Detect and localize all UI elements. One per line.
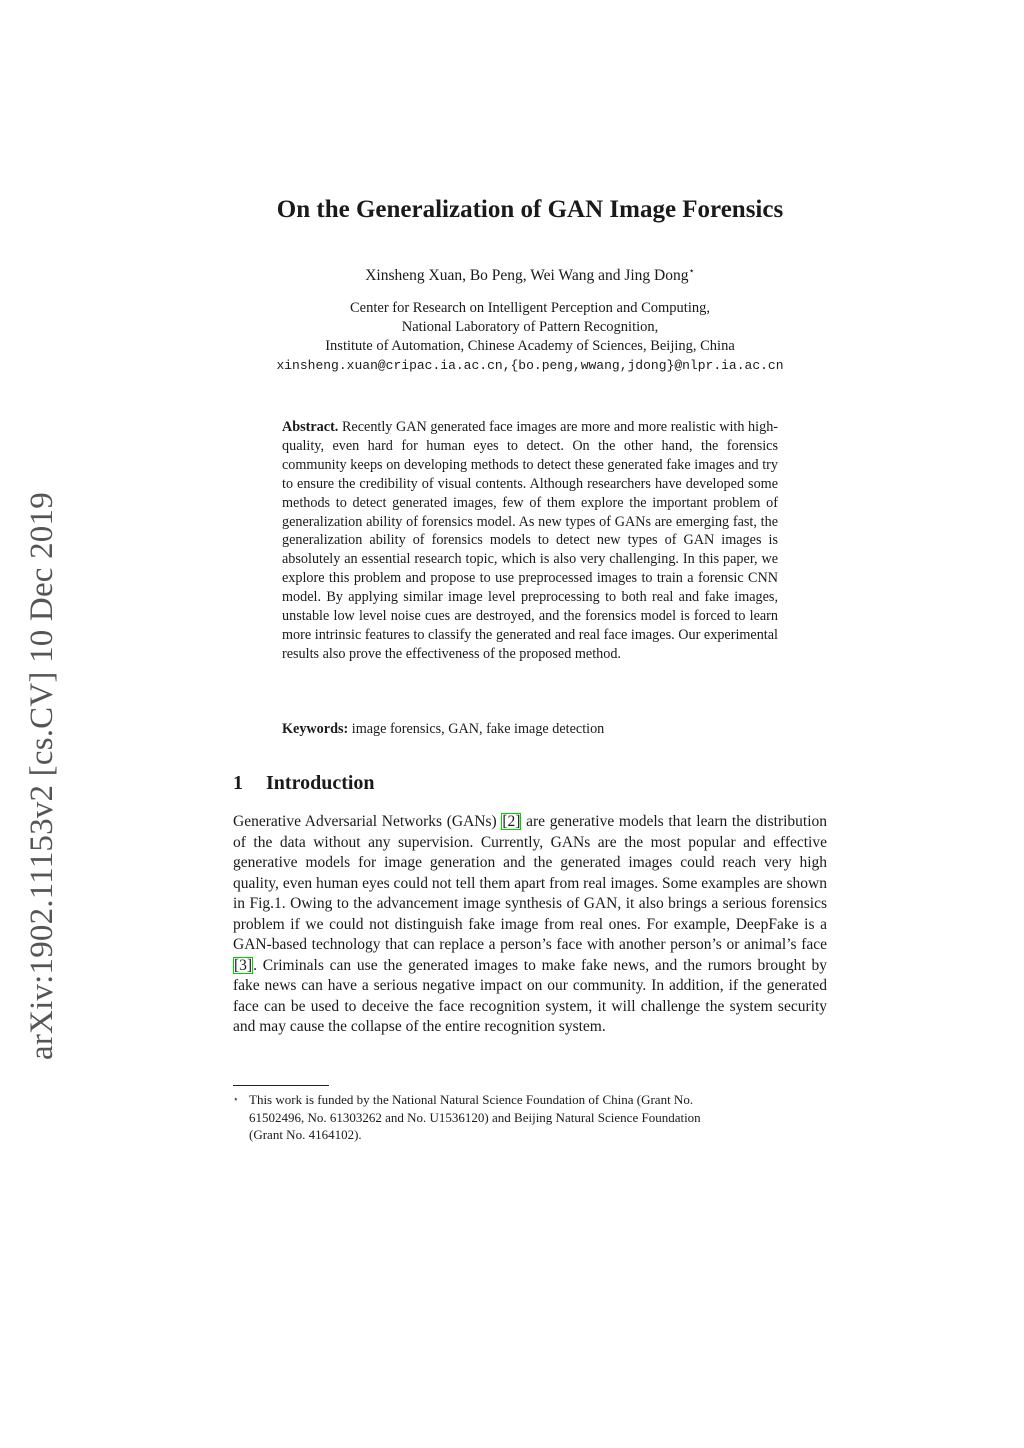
keywords — [282, 720, 778, 739]
abstract — [282, 418, 778, 664]
paper-title: On the Generalization of GAN Image Forensics — [276, 196, 784, 223]
intro-text-3: . Criminals can use the generated images to make fake news, and the rumors brought by fake news can have a serious negative impact on our community. In addition, if the generated face can be used to deceive the face recognition system, it will challenge the system security and may cause the collapse of the entire recognition system. — [233, 956, 827, 1035]
affiliation-line-2: National Laboratory of Pattern Recognition, — [401, 319, 659, 335]
footnote-divider — [233, 1085, 329, 1086]
arxiv-identifier: arXiv:1902.11153v2 [cs.CV] 10 Dec 2019 — [24, 492, 60, 1060]
section-number: 1 — [233, 772, 243, 794]
keywords-text: image forensics, GAN, fake image detection — [351, 721, 605, 737]
author-footnote-mark: ⋆ — [688, 266, 695, 277]
abstract-label: Abstract. — [282, 419, 339, 435]
introduction-paragraph — [233, 812, 827, 1038]
author-emails: xinsheng.xuan@cripac.ia.ac.cn,{bo.peng,wwang,jdong}@nlpr.ia.ac.cn — [276, 358, 784, 373]
intro-text-1: Generative Adversarial Networks (GANs) — [233, 813, 497, 830]
affiliation-line-3: Institute of Automation, Chinese Academy of Sciences, Beijing, China — [325, 338, 735, 354]
keywords-label: Keywords: — [282, 721, 349, 737]
intro-text-2: are generative models that learn the distribution of the data without any supervision. Currently, GANs are the most popular and effective generative models for image generation and the generated images could reach very high quality, even human eyes could not tell them apart from real images. Some examples are shown in Fig.1. Owing to the advancement image synthesis of GAN, it also brings a serious forensics problem if we could not distinguish fake image from real ones. For example, DeepFake is a GAN-based technology that can replace a person’s face with another person’s or animal’s face — [233, 813, 828, 953]
section-title: Introduction — [266, 772, 375, 794]
author-names: Xinsheng Xuan, Bo Peng, Wei Wang and Jing Dong — [365, 267, 689, 285]
abstract-text: Recently GAN generated face images are more and more realistic with high-quality, even hard for human eyes to detect. On the other hand, the forensics community keeps on developing methods to detect these generated fake images and try to ensure the credibility of visual contents. Although researchers have developed some methods to detect generated images, few of them explore the important problem of generalization ability of forensics model. As new types of GANs are emerging fast, the generalization ability of forensics models to detect new types of GAN images is absolutely an essential research topic, which is also very challenging. In this paper, we explore this problem and propose to use preprocessed images to train a forensic CNN model. By applying similar image level preprocessing to both real and fake images, unstable low level noise cues are destroyed, and the forensics model is forced to learn more intrinsic features to classify the generated and real face images. Our experimental results also prove the effectiveness of the proposed method. — [282, 419, 779, 662]
footnote-line-1: This work is funded by the National Natural Science Foundation of China (Grant No. — [249, 1092, 694, 1107]
footnote-line-3: (Grant No. 4164102). — [249, 1127, 362, 1142]
arxiv-side-stamp — [20, 430, 64, 1060]
footnote-mark: ⋆ — [233, 1094, 239, 1104]
footnote — [233, 1091, 827, 1144]
author-list — [190, 262, 870, 286]
affiliation-block — [190, 299, 870, 375]
citation-link-3[interactable]: [3] — [234, 956, 253, 974]
citation-link-2[interactable]: [2] — [502, 813, 521, 830]
affiliation-line-1: Center for Research on Intelligent Perception and Computing, — [350, 300, 710, 316]
section-heading-introduction — [233, 770, 375, 796]
footnote-line-2: 61502496, No. 61303262 and No. U1536120) and Beijing Natural Science Foundation — [249, 1109, 701, 1125]
